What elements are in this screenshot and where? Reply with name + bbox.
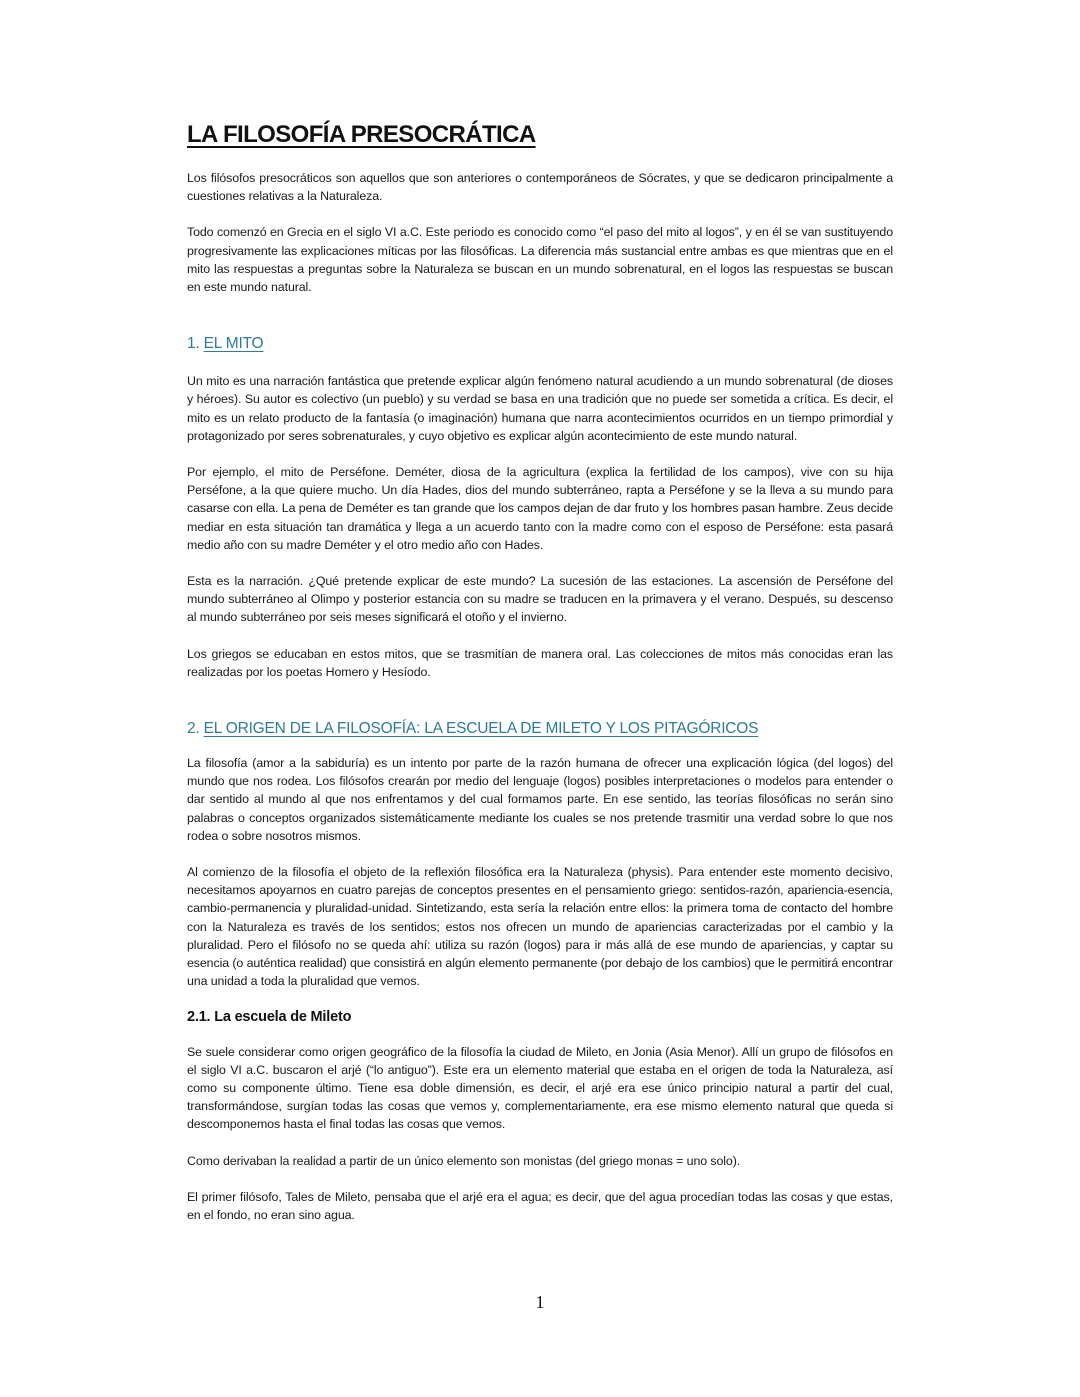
section-1-number: 1. [187,335,200,353]
section-2-1-heading: 2.1. La escuela de Mileto [187,1008,352,1025]
section-1-paragraph-4: Los griegos se educaban en estos mitos, que se trasmitían de manera oral. Las colecciones de mitos más conocidas eran las realizadas por los poetas Homero y Hesíodo. [187,646,893,679]
section-1-heading [187,333,893,355]
section-1-heading-link[interactable]: EL MITO [203,335,264,353]
page-number: 1 [535,1292,545,1312]
page-content [187,118,893,1224]
section-2-1-paragraph-2: Como derivaban la realidad a partir de un único elemento son monistas (del griego monas = uno solo). [187,1153,741,1168]
section-2-1-paragraph-3: El primer filósofo, Tales de Mileto, pensaba que el arjé era el agua; es decir, que del agua procedían todas las cosas y que estas, en el fondo, no eran sino agua. [187,1189,893,1222]
section-2-paragraph-1: La filosofía (amor a la sabiduría) es un intento por parte de la razón humana de ofrecer una explicación lógica (del logos) del mundo que nos rodea. Los filósofos crearán por medio del lenguaje (logos) posibles interpretaciones o modelos para entender o dar sentido al mundo al que nos enfrentamos y del cual formamos parte. En ese sentido, las teorías filosóficas no serán sino palabras o conceptos organizados sistemáticamente mediante los cuales se nos pretende trasmitir una verdad sobre lo que nos rodea o sobre nosotros mismos. [187,756,893,843]
page-title: LA FILOSOFÍA PRESOCRÁTICA [187,121,536,148]
section-2-heading [187,718,893,740]
section-1-paragraph-3: Esta es la narración. ¿Qué pretende explicar de este mundo? La sucesión de las estaciones. La ascensión de Perséfone del mundo subterráneo al Olimpo y posterior estancia con su madre se traducen en la primavera y el verano. Después, su descenso al mundo subterráneo por seis meses significará el otoño y el invierno. [187,574,893,625]
section-2-heading-link[interactable]: EL ORIGEN DE LA FILOSOFÍA: LA ESCUELA DE MILETO Y LOS PITAGÓRICOS [203,720,759,738]
section-2-paragraph-2: Al comienzo de la filosofía el objeto de la reflexión filosófica era la Naturaleza (physis). Para entender este momento decisivo, necesitamos apoyarnos en cuatro parejas de conceptos presentes en el pensamiento griego: sentidos-razón, apariencia-esencia, cambio-permanencia y pluralidad-unidad. Sintetizando, esta sería la relación entre ellos: la primera toma de contacto del hombre con la Naturaleza es través de los sentidos; estos nos ofrecen un mundo de apariencias caracterizadas por el cambio y la pluralidad. Pero el filósofo no se queda ahí: utiliza su razón (logos) para ir más allá de ese mundo de apariencias, y captar su esencia (o auténtica realidad) que consistirá en algún elemento permanente (por debajo de los cambios) que le permitirá encontrar una unidad a toda la pluralidad que vemos. [187,865,893,989]
section-2-1-paragraph-1: Se suele considerar como origen geográfico de la filosofía la ciudad de Mileto, en Jonia (Asia Menor). Allí un grupo de filósofos en el siglo VI a.C. buscaron el arjé (“lo antiguo”). Este era un elemento material que estaba en el origen de toda la Naturaleza, así como su componente último. Tiene esa doble dimensión, es decir, el arjé era ese único principio natural a partir del cual, transformándose, surgían todas las cosas que vemos y, complementariamente, era ese mismo elemento natural que queda si descomponemos hasta el final todas las cosas que vemos. [187,1044,893,1132]
intro-paragraph-2: Todo comenzó en Grecia en el siglo VI a.C. Este periodo es conocido como “el paso del mito al logos”, y en él se van sustituyendo progresivamente las explicaciones míticas por las filosóficas. La diferencia más sustancial entre ambas es que mientras que en el mito las respuestas a preguntas sobre la Naturaleza se buscan en un mundo sobrenatural, en el logos las respuestas se buscan en este mundo natural. [187,225,893,295]
intro-paragraph-1: Los filósofos presocráticos son aquellos que son anteriores o contemporáneos de Sócrates, y que se dedicaron principalmente a cuestiones relativas a la Naturaleza. [187,171,893,204]
section-1-paragraph-2: Por ejemplo, el mito de Perséfone. Deméter, diosa de la agricultura (explica la fertilidad de los campos), vive con su hija Perséfone, a la que quiere mucho. Un día Hades, dios del mundo subterráneo, rapta a Perséfone y se la lleva a su mundo para casarse con ella. La pena de Deméter es tan grande que los campos dejan de dar fruto y los hombres pasan hambre. Zeus decide mediar en esta situación tan dramática y llega a un acuerdo tanto con la madre como con el esposo de Perséfone: esta pasará medio año con su madre Deméter y el otro medio año con Hades. [187,465,893,552]
section-1-paragraph-1: Un mito es una narración fantástica que pretende explicar algún fenómeno natural acudiendo a un mundo sobrenatural (de dioses y héroes). Su autor es colectivo (un pueblo) y su verdad se basa en una tradición que no puede ser sometida a crítica. Es decir, el mito es un relato producto de la fantasía (o imaginación) humana que narra acontecimientos ocurridos en un tiempo primordial y protagonizado por seres sobrenaturales, y cuyo objetivo es explicar algún acontecimiento de este mundo natural. [187,374,893,443]
section-2-number: 2. [187,720,200,738]
